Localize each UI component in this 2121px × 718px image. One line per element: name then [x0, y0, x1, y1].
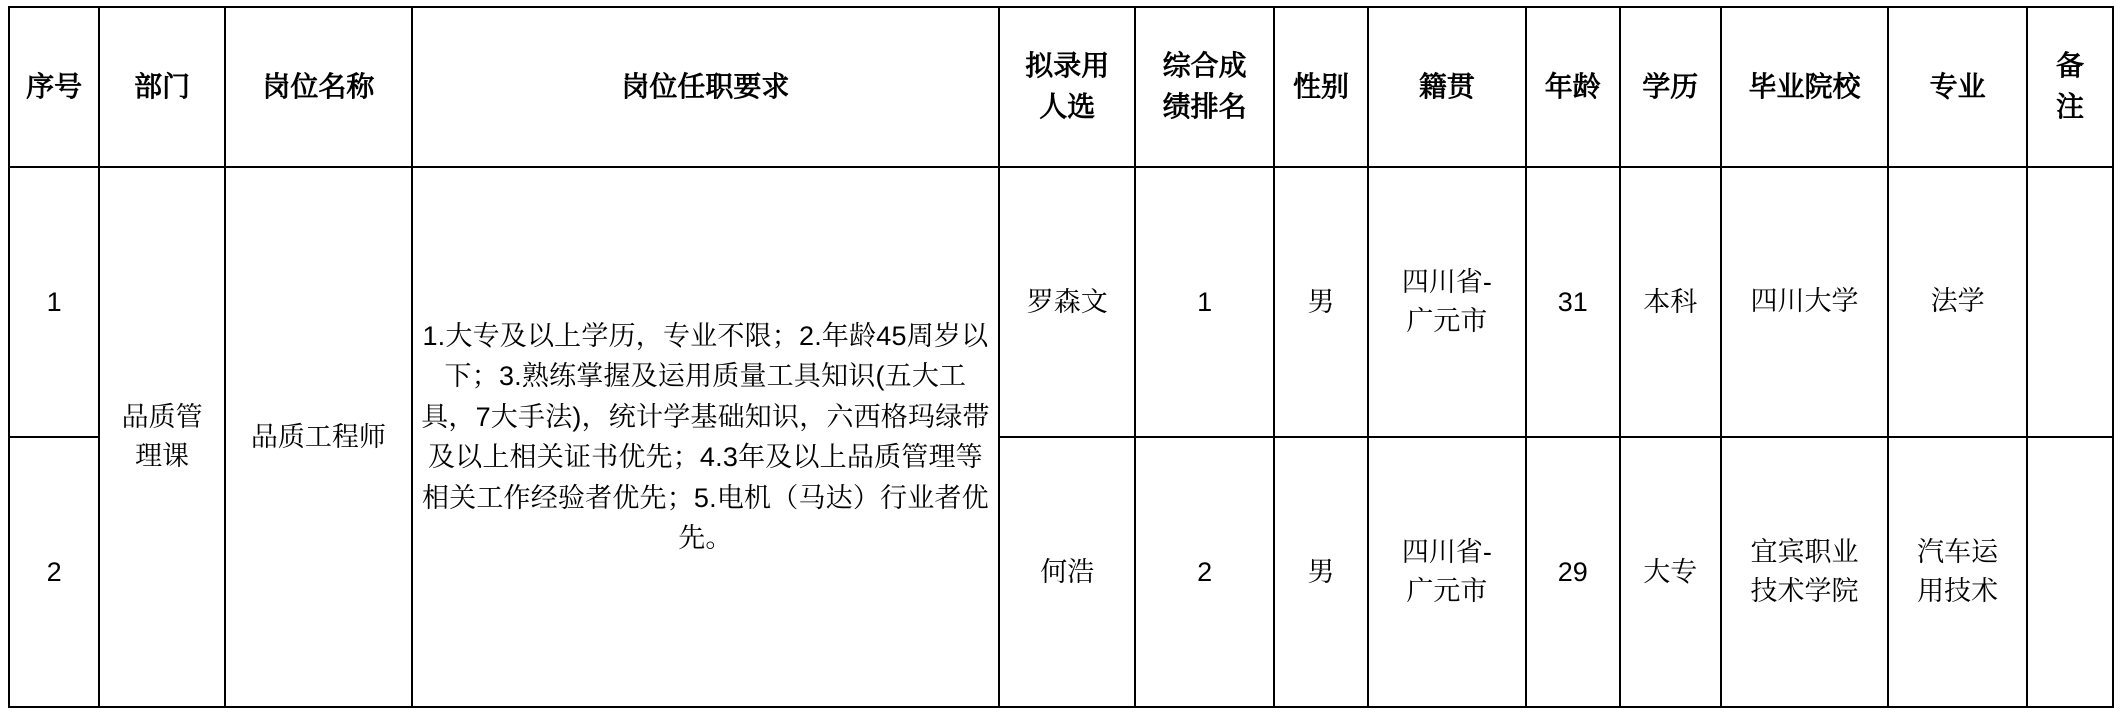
cell-remark	[2027, 437, 2113, 707]
header-rank-line1: 综合成	[1162, 50, 1247, 82]
header-remark-line2: 注	[2055, 91, 2084, 122]
table-row	[9, 167, 2113, 437]
cell-native-place-line2: 广元市	[1406, 576, 1488, 606]
cell-major	[1888, 167, 2026, 437]
header-seq: 序号	[9, 7, 99, 167]
cell-school-line1: 四川大学	[1750, 286, 1859, 317]
table-header	[9, 7, 2113, 167]
cell-major-line1: 汽车运	[1917, 536, 1999, 567]
cell-department-line1: 品质管	[121, 401, 203, 432]
cell-requirement: 1.大专及以上学历，专业不限；2.年龄45周岁以下；3.熟练掌握及运用质量工具知识(五大工具，7大手法)，统计学基础知识，六西格玛绿带及以上相关证书优先；4.3年及以上品质管理等相关工作经验者优先；5.电机（马达）行业者优先。	[412, 167, 999, 707]
cell-native-place-line1: 四川省-	[1401, 536, 1492, 567]
header-gender: 性别	[1274, 7, 1368, 167]
cell-remark	[2027, 167, 2113, 437]
header-major: 专业	[1888, 7, 2026, 167]
cell-department-line2: 理课	[135, 441, 190, 471]
cell-school-line1: 宜宾职业	[1750, 536, 1859, 567]
table-body	[9, 167, 2113, 707]
cell-post-name: 品质工程师	[225, 167, 412, 707]
header-candidate	[999, 7, 1135, 167]
header-post: 岗位名称	[225, 7, 412, 167]
header-rank-line2: 绩排名	[1162, 91, 1247, 122]
table-header-row	[9, 7, 2113, 167]
header-education: 学历	[1620, 7, 1721, 167]
recruitment-table	[8, 6, 2114, 708]
cell-age: 31	[1526, 167, 1620, 437]
cell-seq: 1	[9, 167, 99, 437]
header-remark-line1: 备	[2055, 50, 2084, 82]
cell-education: 本科	[1620, 167, 1721, 437]
cell-school	[1721, 437, 1889, 707]
cell-gender: 男	[1274, 437, 1368, 707]
cell-department	[99, 167, 225, 707]
cell-age: 29	[1526, 437, 1620, 707]
cell-native-place	[1368, 437, 1525, 707]
header-candidate-line2: 人选	[1039, 91, 1096, 122]
header-requirement: 岗位任职要求	[412, 7, 999, 167]
cell-education: 大专	[1620, 437, 1721, 707]
cell-candidate: 罗森文	[999, 167, 1135, 437]
cell-native-place-line2: 广元市	[1406, 306, 1488, 336]
cell-major	[1888, 437, 2026, 707]
header-candidate-line1: 拟录用	[1025, 50, 1110, 82]
header-dept: 部门	[99, 7, 225, 167]
cell-major-line1: 法学	[1930, 286, 1985, 317]
document-page	[0, 6, 2121, 718]
header-school: 毕业院校	[1721, 7, 1889, 167]
cell-native-place-line1: 四川省-	[1401, 266, 1492, 297]
header-native-place: 籍贯	[1368, 7, 1525, 167]
cell-native-place	[1368, 167, 1525, 437]
cell-gender: 男	[1274, 167, 1368, 437]
cell-major-line2: 用技术	[1917, 576, 1999, 606]
cell-rank: 2	[1135, 437, 1273, 707]
header-age: 年龄	[1526, 7, 1620, 167]
header-remark	[2027, 7, 2113, 167]
cell-school-line2: 技术学院	[1750, 576, 1859, 606]
cell-rank: 1	[1135, 167, 1273, 437]
header-rank	[1135, 7, 1273, 167]
cell-seq: 2	[9, 437, 99, 707]
cell-candidate: 何浩	[999, 437, 1135, 707]
cell-school	[1721, 167, 1889, 437]
